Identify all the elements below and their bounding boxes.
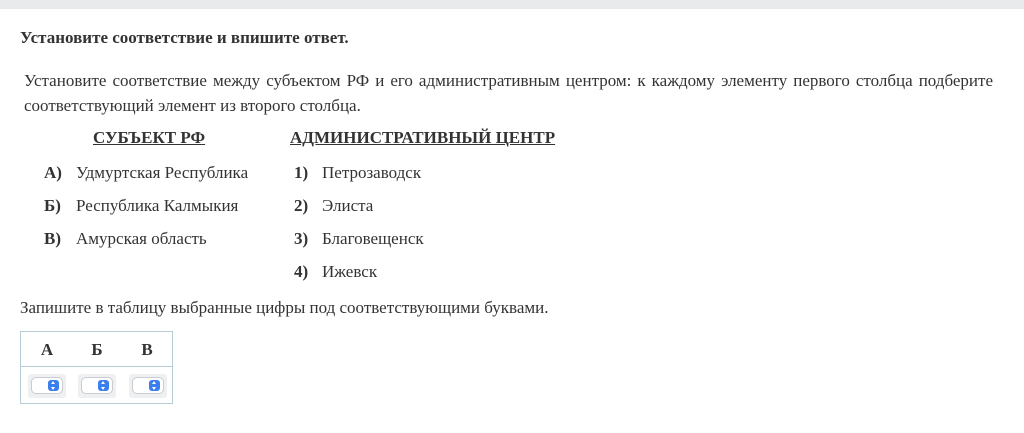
answer-table-header xyxy=(21,332,172,367)
top-bar xyxy=(0,0,1024,9)
answer-table xyxy=(20,331,173,404)
answer-header-v: В xyxy=(141,340,153,359)
answer-instruction: Запишите в таблицу выбранные цифры под соответствующими буквами. xyxy=(20,298,549,317)
answer-header-b: Б xyxy=(91,340,103,359)
item-text: Амурская область xyxy=(76,229,207,248)
item-marker: В) xyxy=(44,229,61,248)
list-item-subject-b xyxy=(44,196,238,216)
answer-select-v[interactable] xyxy=(132,377,164,394)
list-item-center-3 xyxy=(294,229,424,249)
list-item-center-2 xyxy=(294,196,373,216)
answer-cell-a xyxy=(28,374,66,398)
item-text: Ижевск xyxy=(322,262,378,281)
answer-header-a: А xyxy=(40,340,54,359)
list-item-subject-a xyxy=(44,163,248,183)
answer-cell-b xyxy=(78,374,116,398)
item-text: Элиста xyxy=(322,196,374,215)
task-instruction: Установите соответствие между субъектом РФ и его административным центром: к каждому элементу первого столбца подберите соответствующий элемент из второго столбца. xyxy=(24,71,993,115)
answer-cell-v xyxy=(129,374,167,398)
item-marker: Б) xyxy=(44,196,61,215)
chevron-updown-icon xyxy=(149,380,160,391)
chevron-updown-icon xyxy=(98,380,109,391)
item-text: Благовещенск xyxy=(322,229,424,248)
item-marker: 1) xyxy=(294,163,309,182)
item-marker: 4) xyxy=(294,262,309,281)
item-text: Республика Калмыкия xyxy=(76,196,239,215)
item-text: Петрозаводск xyxy=(322,163,422,182)
chevron-updown-icon xyxy=(48,380,59,391)
task-title: Установите соответствие и впишите ответ. xyxy=(20,28,349,47)
list-item-center-1 xyxy=(294,163,421,183)
answer-select-b[interactable] xyxy=(81,377,113,394)
column-header-subject: СУБЪЕКТ РФ xyxy=(93,128,206,147)
list-item-subject-v xyxy=(44,229,207,249)
item-text: Удмуртская Республика xyxy=(76,163,249,182)
item-marker: 2) xyxy=(294,196,309,215)
item-marker: А) xyxy=(44,163,62,182)
answer-select-a[interactable] xyxy=(31,377,63,394)
column-header-center: АДМИНИСТРАТИВНЫЙ ЦЕНТР xyxy=(290,128,556,147)
item-marker: 3) xyxy=(294,229,309,248)
list-item-center-4 xyxy=(294,262,377,282)
